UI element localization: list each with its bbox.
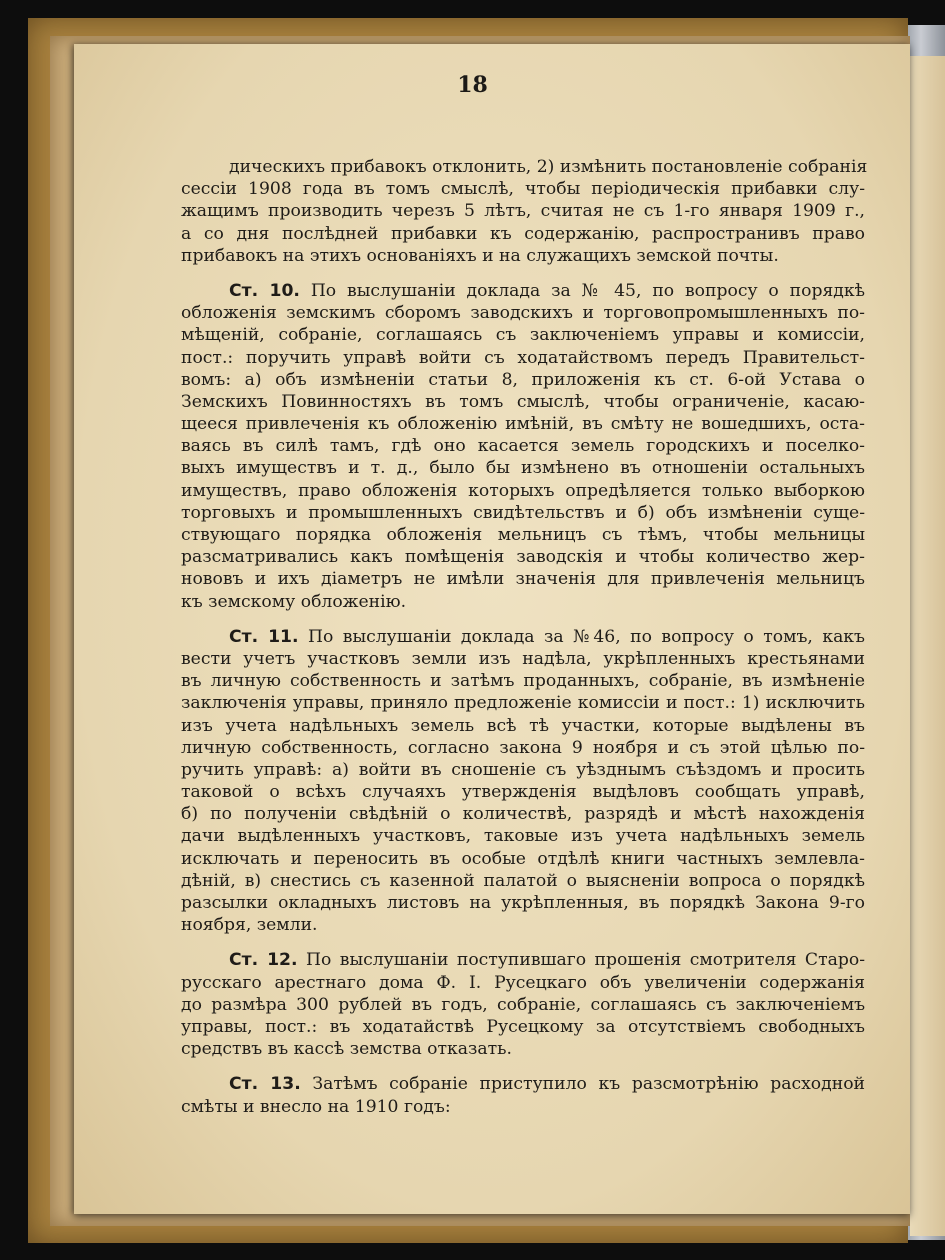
text-line: смѣты и внесло на 1910 годъ: [181,1096,451,1117]
article-label: Ст. 11. [229,626,299,647]
text-line: исключать и переносить въ особые отдѣлѣ книги частныхъ землевла- [181,848,865,869]
text-line: заключенія управы, приняло предложеніе комиссіи и пост.: 1) исключить [181,693,865,714]
facing-page-edge [910,56,945,1236]
text-line: вомъ: а) объ измѣненіи статьи 8, приложенія къ ст. 6-ой Устава о [181,369,865,390]
text-line: ваясь въ силѣ тамъ, гдѣ оно касается земель городскихъ и поселко- [181,436,865,457]
text-line: ноября, земли. [181,915,318,936]
text-line: изъ учета надѣльныхъ земель всѣ тѣ участки, которые выдѣлены въ [181,715,865,736]
text-line: дѣній, в) снестись съ казенной палатой о выясненіи вопроса о порядкѣ [181,870,865,891]
text-line: Земскихъ Повинностяхъ въ томъ смыслѣ, чтобы ограниченіе, касаю- [181,391,865,412]
text-line: пост.: поручить управѣ войти съ ходатайствомъ передъ Правительст- [181,347,865,368]
text-line [181,949,865,971]
text-line: таковой о всѣхъ случаяхъ утвержденія выдѣловъ сообщать управѣ, [181,782,865,803]
text-line: русскаго арестнаго дома Ф. І. Русецкаго объ увеличеніи содержанія [181,972,865,993]
text-line [181,1073,865,1095]
text-line: до размѣра 300 рублей въ годъ, собраніе, соглашаясь съ заключеніемъ [181,994,865,1015]
text-line: прибавокъ на этихъ основаніяхъ и на служащихъ земской почты. [181,245,779,266]
text-line: б) по полученіи свѣдѣній о количествѣ, разрядѣ и мѣстѣ нахожденія [181,804,865,825]
text-line: сессіи 1908 года въ томъ смыслѣ, чтобы періодическія прибавки слу- [181,179,865,200]
text-line: личную собственность, согласно закона 9 ноября и съ этой цѣлью по- [181,737,865,758]
text-line: обложенія земскимъ сборомъ заводскихъ и торговопромышленныхъ по- [181,303,865,324]
page-number: 18 [457,72,488,98]
article-label: Ст. 13. [229,1074,301,1095]
text-line: мѣщеній, собраніе, соглашаясь съ заключеніемъ управы и комиссіи, [181,325,865,346]
text-line: щееся привлеченія къ обложенію имѣній, въ смѣту не вошедшихъ, оста- [181,414,865,435]
article-label: Ст. 12. [229,950,298,971]
text-line: жащимъ производить черезъ 5 лѣтъ, считая не съ 1-го января 1909 г., [181,201,865,222]
text-line: торговыхъ и промышленныхъ свидѣтельствъ и б) объ измѣненіи суще- [181,502,865,523]
text-line: къ земскому обложенію. [181,591,407,612]
article-11 [181,626,865,937]
text-line: управы, пост.: въ ходатайствѣ Русецкому за отсутствіемъ свободныхъ [181,1016,865,1037]
article-10 [181,280,865,613]
text-line: дачи выдѣленныхъ участковъ, таковые изъ учета надѣльныхъ земель [181,826,865,847]
text-line: нововъ и ихъ діаметръ не имѣли значенія для привлеченія мельницъ [181,569,865,590]
text-line: въ личную собственность и затѣмъ проданныхъ, собраніе, въ измѣненіе [181,671,865,692]
article-label: Ст. 10. [229,280,300,301]
text-fragment: По выслушаніи доклада за № 45, по вопросу о порядкѣ [299,280,865,301]
document-body [181,156,868,1118]
paragraph-continuation [181,156,868,267]
text-line: средствъ въ кассѣ земства отказать. [181,1039,512,1060]
text-fragment: Затѣмъ собраніе приступило къ разсмотрѣнію расходной [300,1074,865,1095]
article-12 [181,949,865,1060]
text-fragment: По выслушаніи поступившаго прошенія смотрителя Старо- [297,950,865,971]
text-line: разсматривались какъ помѣщенія заводскія и чтобы количество жер- [181,547,865,568]
text-line: а со дня послѣдней прибавки къ содержанію, распространивъ право [181,223,865,244]
text-line: ствующаго порядка обложенія мельницъ съ тѣмъ, чтобы мельницы [181,525,865,545]
text-line [181,626,865,648]
text-line [181,280,865,302]
text-line: разсылки окладныхъ листовъ на укрѣпленныя, въ порядкѣ Закона 9-го [181,893,865,913]
text-line: имуществъ, право обложенія которыхъ опредѣляется только выборкою [181,480,865,501]
text-fragment: По выслушаніи доклада за №46, по вопросу о томъ, какъ [298,626,865,647]
article-13 [181,1073,865,1117]
text-line: вести учетъ участковъ земли изъ надѣла, укрѣпленныхъ крестьянами [181,648,865,669]
text-line: ручить управѣ: а) войти въ сношеніе съ уѣзднымъ съѣздомъ и просить [181,759,865,780]
text-line: дическихъ прибавокъ отклонить, 2) измѣнить постановленіе собранія [229,157,868,177]
text-line: выхъ имуществъ и т. д., было бы измѣнено въ отношеніи остальныхъ [181,458,865,479]
